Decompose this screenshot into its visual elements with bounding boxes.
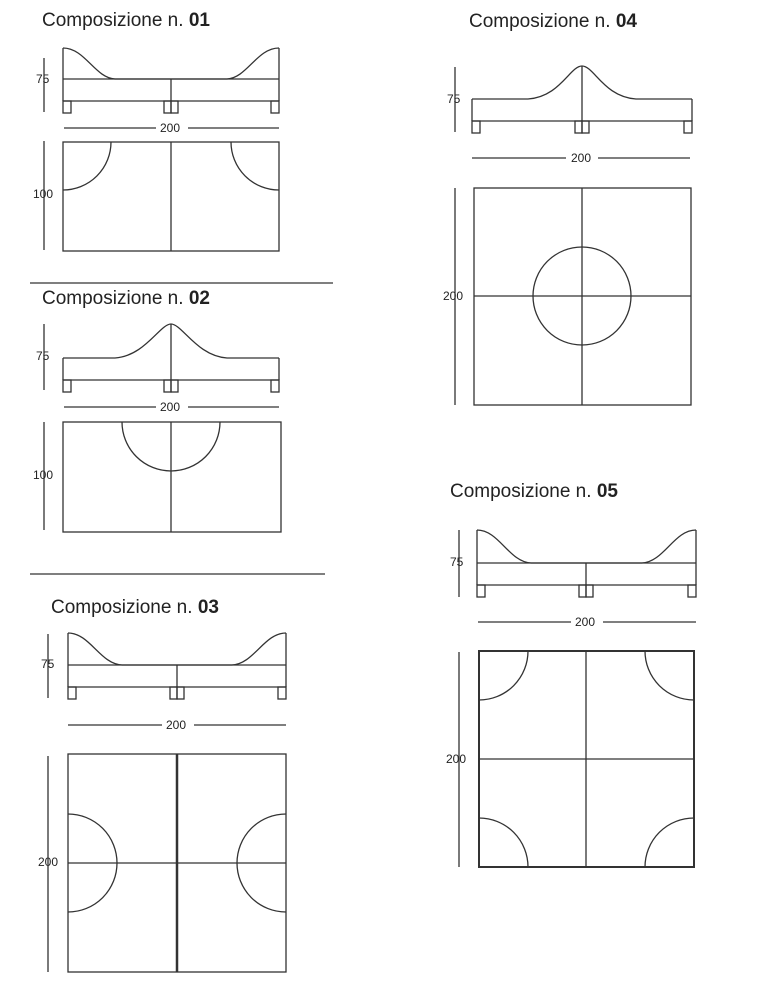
title-number: 01: [188, 10, 210, 31]
comp03-height-label: 75: [41, 657, 55, 671]
comp01-depth-label: 100: [33, 187, 54, 201]
comp03-side-elevation: [48, 633, 286, 699]
comp03-width-label: 200: [166, 718, 187, 732]
comp04-side-elevation: [455, 66, 692, 133]
title-prefix: Composizione n.: [469, 11, 611, 32]
comp04-height-label: 75: [447, 92, 461, 106]
title-number: 02: [188, 288, 210, 309]
comp02-plan-view: [44, 422, 281, 532]
comp03-plan-view: [48, 754, 286, 972]
title-number: 03: [197, 597, 219, 618]
comp05-plan-view: [459, 651, 694, 867]
comp01-height-label: 75: [36, 72, 50, 86]
title-number: 04: [615, 11, 637, 32]
comp01-side-elevation: [44, 48, 279, 113]
comp05-depth-label: 200: [446, 752, 467, 766]
comp03-depth-label: 200: [38, 855, 59, 869]
comp05-side-elevation: [459, 530, 696, 597]
comp01-plan-view: [44, 141, 279, 251]
title-number: 05: [596, 481, 618, 502]
comp05-width-label: 200: [575, 615, 596, 629]
comp04-plan-view: [455, 188, 691, 405]
title-prefix: Composizione n.: [51, 597, 193, 618]
title-prefix: Composizione n.: [42, 10, 184, 31]
comp02-side-elevation: [44, 324, 279, 392]
comp05-height-label: 75: [450, 555, 464, 569]
comp04-depth-label: 200: [443, 289, 464, 303]
comp02-depth-label: 100: [33, 468, 54, 482]
comp04-width-label: 200: [571, 151, 592, 165]
comp01-width-label: 200: [160, 121, 181, 135]
title-prefix: Composizione n.: [42, 288, 184, 309]
comp02-width-label: 200: [160, 400, 181, 414]
title-prefix: Composizione n.: [450, 481, 592, 502]
comp02-height-label: 75: [36, 349, 50, 363]
